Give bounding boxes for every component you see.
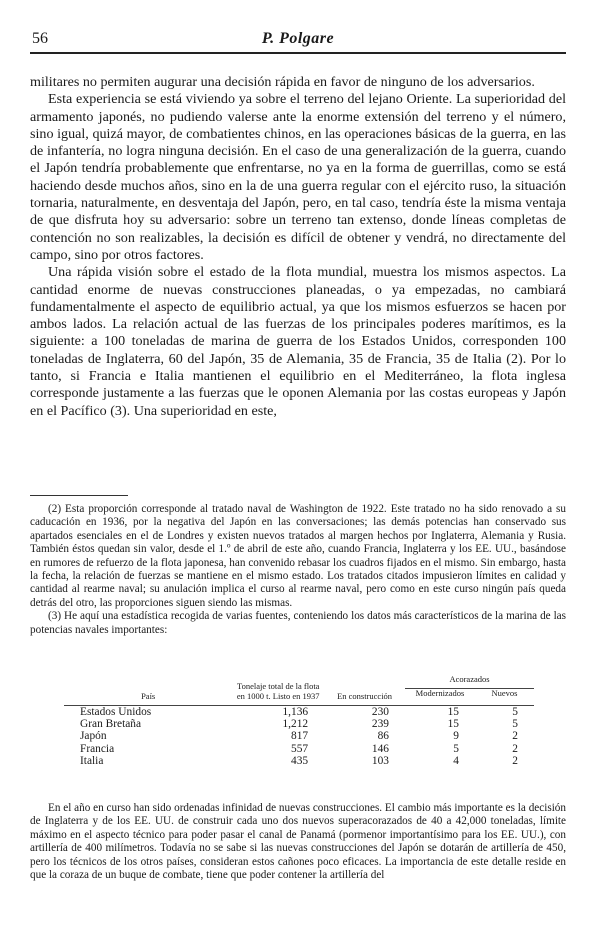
cell-modernized: 9 xyxy=(453,730,459,743)
cell-new: 2 xyxy=(512,755,518,768)
table-row xyxy=(64,718,534,730)
cell-tonnage: 1,212 xyxy=(282,718,309,730)
fleet-statistics-table xyxy=(64,675,534,768)
cell-new: 2 xyxy=(512,742,518,755)
paragraph: militares no permiten augurar una decisión rápida en favor de ninguno de los adversarios. xyxy=(30,74,535,90)
header-modernized: Modernizados xyxy=(415,687,465,698)
cell-modernized: 15 xyxy=(447,718,459,730)
cell-construction: 103 xyxy=(371,755,389,768)
footnote-divider xyxy=(30,495,128,496)
header-battleships: Acorazados xyxy=(405,675,534,688)
paragraph: Esta experiencia se está viviendo ya sobre el terreno del lejano Oriente. La superioridad del armamento japonés, no pudiendo valerse ante la enorme extensión del terreno y el número, sino igual, quizá mayor, de combatientes chinos, en las operaciones básicas de la guerra, en las de infantería, no logra ninguna decisión. En el caso de una generalización de la guerra, cuando el Japón tendría probablemente que enfrentarse, no ya en la forma de guerrillas, como se está haciendo desde muchos años, sino en la de una guerra regular con el ejército ruso, la situación tornaria, naturalmente, en desventaja del Japón, pero, en tal caso, tendría éste la misma ventaja de que disfruta hoy su adversario: sobre un terreno tan extenso, donde líneas completas de contención no son realizables, la decisión es difícil de obtener y vendrá, no directamente del campo, sino por otros factores. xyxy=(30,91,566,263)
cell-country: Italia xyxy=(80,755,104,768)
cell-tonnage: 817 xyxy=(291,730,309,743)
cell-new: 5 xyxy=(512,705,518,718)
cell-construction: 146 xyxy=(371,742,389,755)
cell-tonnage: 1,136 xyxy=(282,705,309,718)
cell-tonnage: 435 xyxy=(291,755,309,768)
cell-country: Estados Unidos xyxy=(80,705,152,718)
cell-construction: 239 xyxy=(371,718,389,730)
cell-country: Japón xyxy=(80,730,107,743)
page-header xyxy=(30,28,566,54)
table-row xyxy=(64,755,534,767)
table-row xyxy=(64,705,534,718)
cell-construction: 230 xyxy=(371,705,389,718)
footnote: (2) Esta proporción corresponde al tratado naval de Washington de 1922. Este tratado no ha sido renovado a su caducación en 1936, por la negativa del Japón en las conversaciones; las demás potencias han conservado sus apartados esenciales en el de Londres y existen nuevos tratados al margen hechos por Inglaterra, Alemania y Rusia. También éstos quedan sin valor, desde el 1.º de abril de este año, cuando Francia, Inglaterra y los EE. UU., basándose en rumores de refuerzo de la flota japonesa, han convenido rebasar los cuadros fijados en el mismo. Sin embargo, hasta la fecha, la relación de fuerzas se mantiene en el mismo estado. Los tratados citados impusieron límites en calidad y cantidad al rearme naval; su anulación implica el curso al rearme naval, pero como en este curso ningún país queda detrás del otro, las proporciones siguen siendo las mismas. xyxy=(30,503,566,609)
table-row xyxy=(64,730,534,742)
header-tonnage: Tonelaje total de la flota en 1000 t. Listo en 1937 xyxy=(236,681,320,701)
footnote: (3) He aquí una estadística recogida de varias fuentes, conteniendo los datos más característicos de la marina de las potencias navales importantes: xyxy=(30,610,566,636)
page-number: 56 xyxy=(32,30,48,47)
cell-modernized: 15 xyxy=(447,705,459,718)
table-row xyxy=(64,743,534,755)
cell-new: 5 xyxy=(512,718,518,730)
cell-new: 2 xyxy=(512,730,518,743)
cell-modernized: 5 xyxy=(453,742,459,755)
cell-construction: 86 xyxy=(377,730,389,743)
closing-footnote xyxy=(30,802,566,882)
body-text xyxy=(30,74,566,420)
cell-tonnage: 557 xyxy=(291,742,309,755)
paragraph: Una rápida visión sobre el estado de la flota mundial, muestra los mismos aspectos. La cantidad enorme de nuevas construcciones planeadas, o ya empezadas, no cambiará fundamentalmente el aspecto de equilibrio actual, ya que los mismos esfuerzos se hacen por ambos lados. La relación actual de las fuerzas de los principales poderes marítimos, es la siguiente: a 100 toneladas de marina de guerra de los Estados Unidos, corresponden 100 toneladas de Inglaterra, 60 del Japón, 35 de Alemania, 35 de Francia, 35 de Italia (2). Por lo tanto, si Francia e Italia mantienen el equilibrio en el Mediterráneo, la flota inglesa corresponde justamente a las fuerzas que le oponen Alemania por las costas europeas y Japón en el Pacífico (3). Una superioridad en este, xyxy=(30,264,566,419)
header-country: País xyxy=(141,690,156,701)
header-new: Nuevos xyxy=(491,687,518,698)
footnote: En el año en curso han sido ordenadas infinidad de nuevas construcciones. El cambio más importante es la decisión de Inglaterra y de los EE. UU. de construir cada uno dos nuevos superacorazados de 40 a 42,000 toneladas, límite máximo en el aspecto técnico para poder pasar el canal de Panamá (pormenor importantísimo para los EE. UU.), con artillería de 400 milímetros. Todavía no se sabe si las nuevas construcciones del Japón se dotarán de artillería de 450, pero los técnicos de los otros países, consideran estos cañones poco eficaces. La importancia de este detalle reside en que la coraza de un buque de combate, tiene que poder contener la artillería del xyxy=(30,802,566,882)
cell-modernized: 4 xyxy=(453,755,459,768)
footnotes xyxy=(30,503,566,637)
cell-country: Francia xyxy=(80,742,115,755)
running-head: P. Polgare xyxy=(261,30,335,47)
cell-country: Gran Bretaña xyxy=(80,718,142,730)
header-construction: En construcción xyxy=(337,690,393,701)
